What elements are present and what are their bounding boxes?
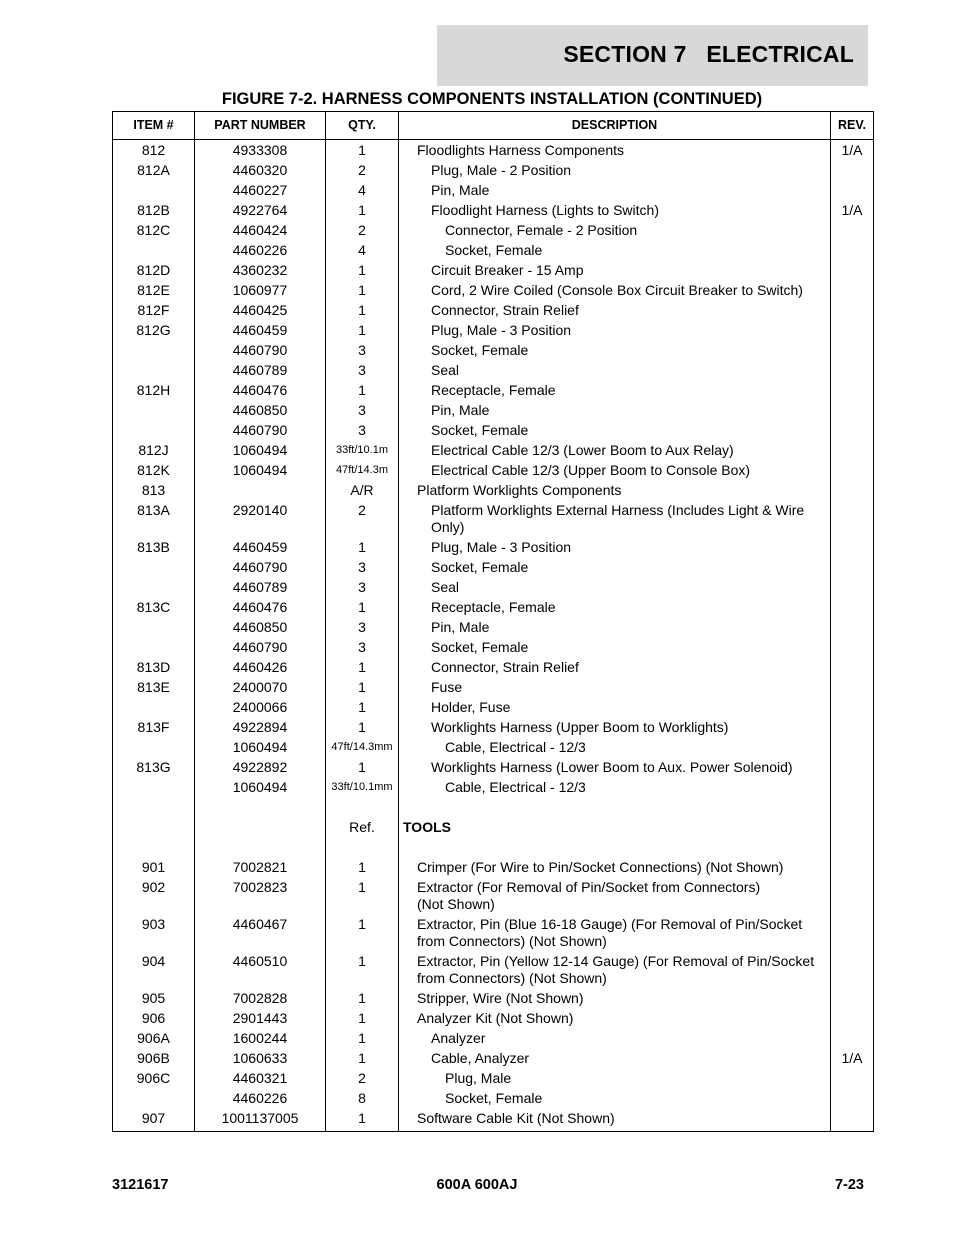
- revision-cell: [831, 401, 874, 421]
- table-row: [113, 915, 874, 952]
- table-row: [113, 301, 874, 321]
- quantity-cell: 1: [326, 140, 399, 161]
- table-row: [113, 858, 874, 878]
- revision-cell: [831, 598, 874, 618]
- description-cell: Seal: [399, 578, 831, 598]
- description-cell: Extractor, Pin (Yellow 12-14 Gauge) (For Removal of Pin/Socket from Connectors) (Not Shown): [399, 952, 831, 989]
- quantity-cell: 1: [326, 1049, 399, 1069]
- item-number-cell: 812D: [113, 261, 195, 281]
- part-number-cell: 7002821: [195, 858, 326, 878]
- revision-cell: [831, 1029, 874, 1049]
- item-number-cell: 812: [113, 140, 195, 161]
- quantity-cell: Ref.: [326, 818, 399, 838]
- item-number-cell: [113, 401, 195, 421]
- revision-cell: [831, 989, 874, 1009]
- quantity-cell: 1: [326, 261, 399, 281]
- quantity-cell: 3: [326, 341, 399, 361]
- spacer-row: [113, 838, 874, 858]
- revision-cell: 1/A: [831, 201, 874, 221]
- part-number-cell: 1600244: [195, 1029, 326, 1049]
- part-number-cell: 4460790: [195, 558, 326, 578]
- revision-cell: [831, 341, 874, 361]
- revision-cell: [831, 241, 874, 261]
- part-number-cell: 7002828: [195, 989, 326, 1009]
- description-cell: Cable, Electrical - 12/3: [399, 778, 831, 798]
- table-row: [113, 241, 874, 261]
- revision-cell: [831, 718, 874, 738]
- part-number-cell: 4360232: [195, 261, 326, 281]
- quantity-cell: 47ft/14.3m: [326, 461, 399, 481]
- table-row: [113, 181, 874, 201]
- description-cell: Socket, Female: [399, 638, 831, 658]
- table-row: [113, 341, 874, 361]
- quantity-cell: 3: [326, 578, 399, 598]
- quantity-cell: 2: [326, 501, 399, 538]
- table-row: [113, 718, 874, 738]
- revision-cell: [831, 481, 874, 501]
- table-row: [113, 989, 874, 1009]
- column-header-item: ITEM #: [113, 112, 195, 140]
- table-row: [113, 501, 874, 538]
- revision-cell: [831, 421, 874, 441]
- revision-cell: [831, 441, 874, 461]
- quantity-cell: 3: [326, 421, 399, 441]
- revision-cell: [831, 538, 874, 558]
- item-number-cell: 813G: [113, 758, 195, 778]
- quantity-cell: 1: [326, 758, 399, 778]
- spacer-cell: [399, 798, 831, 818]
- section-header: [437, 25, 868, 86]
- item-number-cell: 906A: [113, 1029, 195, 1049]
- column-header-qty: QTY.: [326, 112, 399, 140]
- item-number-cell: 906B: [113, 1049, 195, 1069]
- table-row: [113, 578, 874, 598]
- table-row: [113, 161, 874, 181]
- description-cell: Software Cable Kit (Not Shown): [399, 1109, 831, 1132]
- spacer-cell: [195, 798, 326, 818]
- table-row: [113, 361, 874, 381]
- part-number-cell: 4460790: [195, 421, 326, 441]
- part-number-cell: [195, 481, 326, 501]
- part-number-cell: 4460226: [195, 241, 326, 261]
- description-cell: Worklights Harness (Lower Boom to Aux. Power Solenoid): [399, 758, 831, 778]
- quantity-cell: A/R: [326, 481, 399, 501]
- revision-cell: [831, 1009, 874, 1029]
- revision-cell: 1/A: [831, 140, 874, 161]
- description-cell: Connector, Female - 2 Position: [399, 221, 831, 241]
- description-cell: Floodlights Harness Components: [399, 140, 831, 161]
- table-row: [113, 1109, 874, 1132]
- item-number-cell: [113, 341, 195, 361]
- spacer-cell: [195, 838, 326, 858]
- revision-cell: [831, 915, 874, 952]
- part-number-cell: 2920140: [195, 501, 326, 538]
- part-number-cell: 4460426: [195, 658, 326, 678]
- revision-cell: [831, 758, 874, 778]
- item-number-cell: [113, 578, 195, 598]
- item-number-cell: 904: [113, 952, 195, 989]
- description-cell: Plug, Male: [399, 1069, 831, 1089]
- part-number-cell: 4922892: [195, 758, 326, 778]
- revision-cell: [831, 1109, 874, 1132]
- description-cell: Cable, Electrical - 12/3: [399, 738, 831, 758]
- part-number-cell: 4460226: [195, 1089, 326, 1109]
- quantity-cell: 3: [326, 361, 399, 381]
- quantity-cell: 1: [326, 989, 399, 1009]
- item-number-cell: [113, 638, 195, 658]
- part-number-cell: 1060494: [195, 778, 326, 798]
- quantity-cell: 1: [326, 915, 399, 952]
- table-row: [113, 638, 874, 658]
- spacer-row: [113, 798, 874, 818]
- description-cell: Analyzer Kit (Not Shown): [399, 1009, 831, 1029]
- table-row: [113, 658, 874, 678]
- part-number-cell: 2400070: [195, 678, 326, 698]
- revision-cell: [831, 461, 874, 481]
- quantity-cell: 1: [326, 301, 399, 321]
- quantity-cell: 4: [326, 181, 399, 201]
- table-row: [113, 758, 874, 778]
- spacer-cell: [831, 838, 874, 858]
- item-number-cell: [113, 181, 195, 201]
- quantity-cell: 1: [326, 1029, 399, 1049]
- quantity-cell: 2: [326, 161, 399, 181]
- quantity-cell: 33ft/10.1mm: [326, 778, 399, 798]
- description-cell: Socket, Female: [399, 558, 831, 578]
- revision-cell: [831, 618, 874, 638]
- revision-cell: [831, 818, 874, 838]
- description-cell: Plug, Male - 2 Position: [399, 161, 831, 181]
- quantity-cell: 1: [326, 381, 399, 401]
- table-row: [113, 461, 874, 481]
- description-cell: Socket, Female: [399, 421, 831, 441]
- table-row: [113, 401, 874, 421]
- description-cell: Pin, Male: [399, 401, 831, 421]
- quantity-cell: 1: [326, 858, 399, 878]
- spacer-cell: [113, 838, 195, 858]
- part-number-cell: 2901443: [195, 1009, 326, 1029]
- part-number-cell: 4460425: [195, 301, 326, 321]
- spacer-cell: [326, 838, 399, 858]
- item-number-cell: 812H: [113, 381, 195, 401]
- part-number-cell: 1060494: [195, 738, 326, 758]
- part-number-cell: 4460476: [195, 381, 326, 401]
- item-number-cell: 907: [113, 1109, 195, 1132]
- item-number-cell: [113, 558, 195, 578]
- table-row: [113, 558, 874, 578]
- footer-document-number: 3121617: [112, 1177, 169, 1193]
- description-cell: Worklights Harness (Upper Boom to Worklights): [399, 718, 831, 738]
- revision-cell: [831, 181, 874, 201]
- quantity-cell: 1: [326, 698, 399, 718]
- part-number-cell: [195, 818, 326, 838]
- quantity-cell: 3: [326, 401, 399, 421]
- description-cell: Cable, Analyzer: [399, 1049, 831, 1069]
- column-header-part-number: PART NUMBER: [195, 112, 326, 140]
- item-number-cell: 812E: [113, 281, 195, 301]
- table-row: [113, 1049, 874, 1069]
- item-number-cell: 812F: [113, 301, 195, 321]
- revision-cell: [831, 698, 874, 718]
- item-number-cell: [113, 618, 195, 638]
- column-header-rev: REV.: [831, 112, 874, 140]
- revision-cell: [831, 1069, 874, 1089]
- table-row: [113, 678, 874, 698]
- description-cell: Stripper, Wire (Not Shown): [399, 989, 831, 1009]
- item-number-cell: 901: [113, 858, 195, 878]
- spacer-cell: [831, 798, 874, 818]
- quantity-cell: 1: [326, 1109, 399, 1132]
- quantity-cell: 33ft/10.1m: [326, 441, 399, 461]
- revision-cell: [831, 1089, 874, 1109]
- part-number-cell: 4922764: [195, 201, 326, 221]
- part-number-cell: 4460320: [195, 161, 326, 181]
- revision-cell: [831, 361, 874, 381]
- item-number-cell: 905: [113, 989, 195, 1009]
- revision-cell: [831, 558, 874, 578]
- quantity-cell: 1: [326, 538, 399, 558]
- description-cell: Receptacle, Female: [399, 381, 831, 401]
- revision-cell: [831, 952, 874, 989]
- part-number-cell: 4460789: [195, 578, 326, 598]
- revision-cell: [831, 221, 874, 241]
- quantity-cell: 1: [326, 658, 399, 678]
- item-number-cell: 812A: [113, 161, 195, 181]
- spacer-cell: [326, 798, 399, 818]
- description-cell: Socket, Female: [399, 1089, 831, 1109]
- part-number-cell: 4460790: [195, 341, 326, 361]
- part-number-cell: 1060494: [195, 441, 326, 461]
- revision-cell: [831, 161, 874, 181]
- description-cell: Connector, Strain Relief: [399, 301, 831, 321]
- quantity-cell: 3: [326, 558, 399, 578]
- part-number-cell: 4460476: [195, 598, 326, 618]
- item-number-cell: 812B: [113, 201, 195, 221]
- item-number-cell: 813B: [113, 538, 195, 558]
- quantity-cell: 1: [326, 281, 399, 301]
- footer-model: 600A 600AJ: [436, 1177, 518, 1193]
- item-number-cell: 813: [113, 481, 195, 501]
- quantity-cell: 1: [326, 321, 399, 341]
- quantity-cell: 2: [326, 1069, 399, 1089]
- item-number-cell: 812C: [113, 221, 195, 241]
- part-number-cell: 4460789: [195, 361, 326, 381]
- description-cell: Extractor, Pin (Blue 16-18 Gauge) (For Removal of Pin/Socket from Connectors) (Not Shown): [399, 915, 831, 952]
- part-number-cell: 4460321: [195, 1069, 326, 1089]
- part-number-cell: 4460227: [195, 181, 326, 201]
- description-cell: Circuit Breaker - 15 Amp: [399, 261, 831, 281]
- table-row: [113, 538, 874, 558]
- revision-cell: [831, 858, 874, 878]
- table-row: [113, 421, 874, 441]
- description-cell: Pin, Male: [399, 181, 831, 201]
- table-row: [113, 738, 874, 758]
- quantity-cell: 1: [326, 718, 399, 738]
- quantity-cell: 47ft/14.3mm: [326, 738, 399, 758]
- part-number-cell: 4460850: [195, 401, 326, 421]
- table-row: [113, 1089, 874, 1109]
- part-number-cell: 1060494: [195, 461, 326, 481]
- item-number-cell: 812G: [113, 321, 195, 341]
- table-row: [113, 618, 874, 638]
- description-cell: TOOLS: [399, 818, 831, 838]
- table-row: [113, 441, 874, 461]
- table-row: [113, 281, 874, 301]
- revision-cell: [831, 501, 874, 538]
- table-row: [113, 381, 874, 401]
- parts-table: [112, 111, 874, 1132]
- description-cell: Plug, Male - 3 Position: [399, 538, 831, 558]
- part-number-cell: 4460510: [195, 952, 326, 989]
- item-number-cell: 813D: [113, 658, 195, 678]
- quantity-cell: 1: [326, 598, 399, 618]
- item-number-cell: [113, 421, 195, 441]
- description-cell: Floodlight Harness (Lights to Switch): [399, 201, 831, 221]
- part-number-cell: 2400066: [195, 698, 326, 718]
- item-number-cell: 812J: [113, 441, 195, 461]
- item-number-cell: [113, 698, 195, 718]
- table-row: [113, 598, 874, 618]
- revision-cell: [831, 321, 874, 341]
- table-row: [113, 261, 874, 281]
- table-row: [113, 698, 874, 718]
- description-cell: Receptacle, Female: [399, 598, 831, 618]
- part-number-cell: 4460424: [195, 221, 326, 241]
- table-row: [113, 1029, 874, 1049]
- table-row: [113, 140, 874, 161]
- table-row: [113, 818, 874, 838]
- item-number-cell: [113, 778, 195, 798]
- description-cell: Electrical Cable 12/3 (Lower Boom to Aux Relay): [399, 441, 831, 461]
- item-number-cell: [113, 738, 195, 758]
- quantity-cell: 3: [326, 638, 399, 658]
- table-row: [113, 1069, 874, 1089]
- revision-cell: [831, 281, 874, 301]
- description-cell: Crimper (For Wire to Pin/Socket Connections) (Not Shown): [399, 858, 831, 878]
- description-cell: Plug, Male - 3 Position: [399, 321, 831, 341]
- part-number-cell: 4460850: [195, 618, 326, 638]
- item-number-cell: [113, 818, 195, 838]
- item-number-cell: 906C: [113, 1069, 195, 1089]
- description-cell: Connector, Strain Relief: [399, 658, 831, 678]
- description-cell: Platform Worklights Components: [399, 481, 831, 501]
- revision-cell: [831, 261, 874, 281]
- revision-cell: [831, 678, 874, 698]
- quantity-cell: 1: [326, 878, 399, 915]
- quantity-cell: 1: [326, 1009, 399, 1029]
- item-number-cell: [113, 361, 195, 381]
- revision-cell: [831, 778, 874, 798]
- revision-cell: [831, 878, 874, 915]
- item-number-cell: 903: [113, 915, 195, 952]
- figure-title: FIGURE 7-2. HARNESS COMPONENTS INSTALLATION (CONTINUED): [221, 90, 763, 108]
- table-row: [113, 221, 874, 241]
- revision-cell: [831, 738, 874, 758]
- description-cell: Extractor (For Removal of Pin/Socket from Connectors) (Not Shown): [399, 878, 831, 915]
- revision-cell: [831, 381, 874, 401]
- table-row: [113, 778, 874, 798]
- table-header-row: [113, 112, 874, 140]
- spacer-cell: [113, 798, 195, 818]
- part-number-cell: 4922894: [195, 718, 326, 738]
- column-header-description: DESCRIPTION: [399, 112, 831, 140]
- item-number-cell: 902: [113, 878, 195, 915]
- part-number-cell: 1001137005: [195, 1109, 326, 1132]
- description-cell: Socket, Female: [399, 241, 831, 261]
- table-row: [113, 321, 874, 341]
- quantity-cell: 4: [326, 241, 399, 261]
- quantity-cell: 3: [326, 618, 399, 638]
- revision-cell: 1/A: [831, 1049, 874, 1069]
- quantity-cell: 1: [326, 952, 399, 989]
- part-number-cell: 4933308: [195, 140, 326, 161]
- description-cell: Analyzer: [399, 1029, 831, 1049]
- item-number-cell: 813F: [113, 718, 195, 738]
- item-number-cell: 906: [113, 1009, 195, 1029]
- item-number-cell: 813A: [113, 501, 195, 538]
- revision-cell: [831, 658, 874, 678]
- part-number-cell: 4460467: [195, 915, 326, 952]
- revision-cell: [831, 638, 874, 658]
- quantity-cell: 1: [326, 678, 399, 698]
- section-title: SECTION 7 ELECTRICAL: [563, 41, 854, 67]
- quantity-cell: 2: [326, 221, 399, 241]
- description-cell: Pin, Male: [399, 618, 831, 638]
- description-cell: Holder, Fuse: [399, 698, 831, 718]
- part-number-cell: 7002823: [195, 878, 326, 915]
- description-cell: Platform Worklights External Harness (Includes Light & Wire Only): [399, 501, 831, 538]
- description-cell: Seal: [399, 361, 831, 381]
- part-number-cell: 1060633: [195, 1049, 326, 1069]
- item-number-cell: 813C: [113, 598, 195, 618]
- quantity-cell: 8: [326, 1089, 399, 1109]
- quantity-cell: 1: [326, 201, 399, 221]
- revision-cell: [831, 578, 874, 598]
- description-cell: Cord, 2 Wire Coiled (Console Box Circuit Breaker to Switch): [399, 281, 831, 301]
- description-cell: Electrical Cable 12/3 (Upper Boom to Console Box): [399, 461, 831, 481]
- part-number-cell: 4460790: [195, 638, 326, 658]
- table-row: [113, 481, 874, 501]
- table-row: [113, 878, 874, 915]
- description-cell: Socket, Female: [399, 341, 831, 361]
- item-number-cell: [113, 1089, 195, 1109]
- table-row: [113, 952, 874, 989]
- part-number-cell: 4460459: [195, 321, 326, 341]
- item-number-cell: 812K: [113, 461, 195, 481]
- part-number-cell: 4460459: [195, 538, 326, 558]
- revision-cell: [831, 301, 874, 321]
- table-row: [113, 1009, 874, 1029]
- description-cell: Fuse: [399, 678, 831, 698]
- footer-page-number: 7-23: [834, 1177, 864, 1193]
- spacer-cell: [399, 838, 831, 858]
- item-number-cell: 813E: [113, 678, 195, 698]
- item-number-cell: [113, 241, 195, 261]
- table-row: [113, 201, 874, 221]
- parts-table-body: [113, 140, 874, 1132]
- part-number-cell: 1060977: [195, 281, 326, 301]
